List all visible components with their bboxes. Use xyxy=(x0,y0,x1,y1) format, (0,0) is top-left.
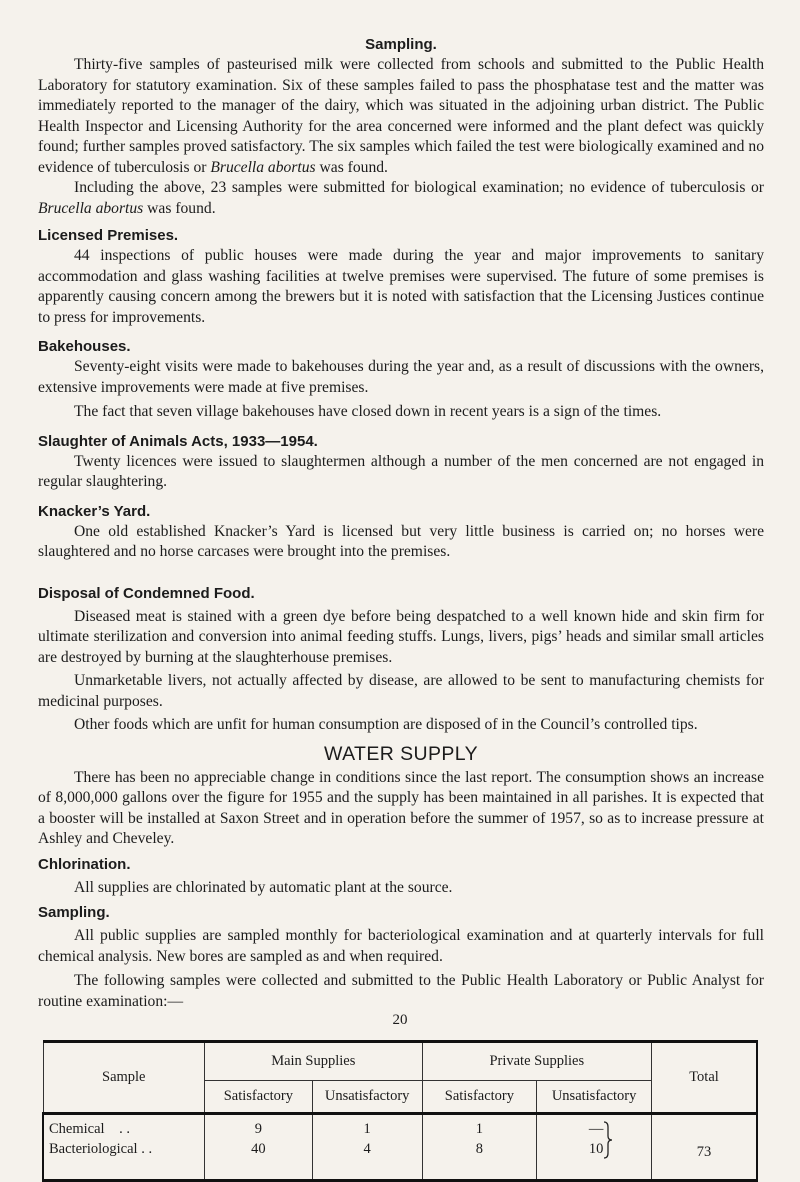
water-supply-paragraph: There has been no appreciable change in conditions since the last report. The consumption shows an increase of 8,000,000 gallons over the figure for 1955 and the supply has been maintained in all parishes. It is expected that a booster will be installed at Saxon Street and in operation before the summer of 1957, so as to increase pressure at Ashley and Cheveley. xyxy=(38,768,764,847)
chlorination-paragraph: All supplies are chlorinated by automatic plant at the source. xyxy=(74,878,453,896)
text-run: Thirty-five samples of pasteurised milk were collected from schools and submitted to the Public Health Laboratory for statutory examination. Six of these samples failed to pass the phosphatase test and the matter was immediately reported to the manager of the dairy, which was situated in the adjoining urban district. The Public Health Inspector and Licensing Authority for the area concerned were informed and the plant defect was quickly found; further samples proved satisfactory. The six samples which failed the test were biologically examined and no evidence of tuberculosis or xyxy=(38,56,764,176)
header-sample: Sample xyxy=(43,1042,205,1114)
bakehouses-heading: Bakehouses. xyxy=(38,338,131,355)
sampling-2-paragraph-2: The following samples were collected and submitted to the Public Health Laboratory or Public Analyst for routine examination:— xyxy=(38,972,764,1010)
slaughter-paragraph: Twenty licences were issued to slaughtermen although a number of the men concerned are not engaged in regular slaughtering. xyxy=(38,452,764,490)
cell-value: 10 xyxy=(588,1141,604,1157)
sampling-2-paragraph-1: All public supplies are sampled monthly for bacteriological examination and at quarterly intervals for full chemical analysis. New bores are sampled as and when required. xyxy=(38,927,764,965)
cell-value: — xyxy=(588,1121,604,1137)
row-label-bacteriological xyxy=(49,1139,204,1159)
sampling-paragraph-1 xyxy=(38,55,764,178)
disposal-heading: Disposal of Condemned Food. xyxy=(38,584,255,602)
row-labels xyxy=(43,1114,205,1181)
page-content xyxy=(38,0,764,1182)
dot-leader: . . xyxy=(141,1141,153,1157)
header-private-satisfactory: Satisfactory xyxy=(422,1081,537,1114)
row-label: Bacteriological xyxy=(49,1141,138,1157)
slaughter-heading: Slaughter of Animals Acts, 1933—1954. xyxy=(38,432,318,450)
header-main-unsatisfactory: Unsatisfactory xyxy=(312,1081,422,1114)
bakehouses-paragraph-2: The fact that seven village bakehouses have closed down in recent years is a sign of the times. xyxy=(74,403,662,420)
samples-table xyxy=(42,1040,758,1182)
header-main-satisfactory: Satisfactory xyxy=(205,1081,313,1114)
cell-private-unsatisfactory xyxy=(537,1114,652,1181)
disposal-paragraph-3: Other foods which are unfit for human consumption are disposed of in the Council’s controlled tips. xyxy=(74,716,698,733)
sampling-heading: Sampling. xyxy=(365,36,437,53)
disposal-paragraph-1: Diseased meat is stained with a green dye before being despatched to a well known hide and skin firm for ultimate sterilization and conversion into animal feeding stuffs. Lungs, livers, pigs’ heads and similar small articles are destroyed by burning at the slaughterhouse premises. xyxy=(38,607,764,666)
row-label: Chemical xyxy=(49,1121,105,1137)
text-run: was found. xyxy=(315,158,388,176)
chlorination-heading: Chlorination. xyxy=(38,855,131,873)
sampling-paragraph-2 xyxy=(38,178,764,219)
disposal-paragraph-2: Unmarketable livers, not actually affected by disease, are allowed to be sent to manufacturing chemists for medicinal purposes. xyxy=(38,672,764,710)
cell-value: 1 xyxy=(475,1121,483,1137)
cell-private-satisfactory xyxy=(422,1114,537,1181)
row-label-chemical xyxy=(49,1119,204,1139)
bakehouses-paragraph-1: Seventy-eight visits were made to bakehouses during the year and, as a result of discussions with the owners, extensive improvements were made at five premises. xyxy=(38,358,764,396)
header-private-unsatisfactory: Unsatisfactory xyxy=(537,1081,652,1114)
right-brace-icon xyxy=(603,1121,613,1159)
cell-value: 8 xyxy=(475,1141,483,1157)
cell-value: 1 xyxy=(363,1121,371,1137)
dot-leader: . . xyxy=(119,1121,130,1137)
species-name: Brucella abortus xyxy=(210,158,316,176)
licensed-premises-heading: Licensed Premises. xyxy=(38,227,179,244)
header-main-supplies: Main Supplies xyxy=(205,1042,423,1081)
text-run: Including the above, 23 samples were submitted for biological examination; no evidence of tuberculosis or xyxy=(74,179,764,196)
knackers-yard-paragraph: One old established Knacker’s Yard is licensed but very little business is carried on; no horses were slaughtered and no horse carcases were brought into the premises. xyxy=(38,522,764,560)
cell-main-unsatisfactory xyxy=(312,1114,422,1181)
header-total: Total xyxy=(652,1042,758,1114)
cell-value: 4 xyxy=(363,1141,371,1157)
knackers-yard-heading: Knacker’s Yard. xyxy=(38,502,151,520)
licensed-premises-paragraph: 44 inspections of public houses were made during the year and major improvements to sanitary accommodation and glass washing facilities at twelve premises were supervised. The future of some premises is apparently causing concern among the brewers but it is noted with satisfaction that the Licensing Justices continue to press for improvements. xyxy=(38,247,764,326)
cell-value: 40 xyxy=(251,1141,266,1157)
sampling-2-heading: Sampling. xyxy=(38,904,110,921)
header-private-supplies: Private Supplies xyxy=(422,1042,651,1081)
text-run: was found. xyxy=(143,199,216,217)
table-row xyxy=(43,1114,757,1181)
species-name: Brucella abortus xyxy=(38,199,144,217)
cell-total xyxy=(652,1114,758,1181)
cell-main-satisfactory xyxy=(205,1114,313,1181)
water-supply-heading: WATER SUPPLY xyxy=(324,742,478,765)
cell-value: 73 xyxy=(696,1144,712,1160)
cell-value: 9 xyxy=(254,1121,262,1137)
page-number: 20 xyxy=(392,1012,408,1028)
